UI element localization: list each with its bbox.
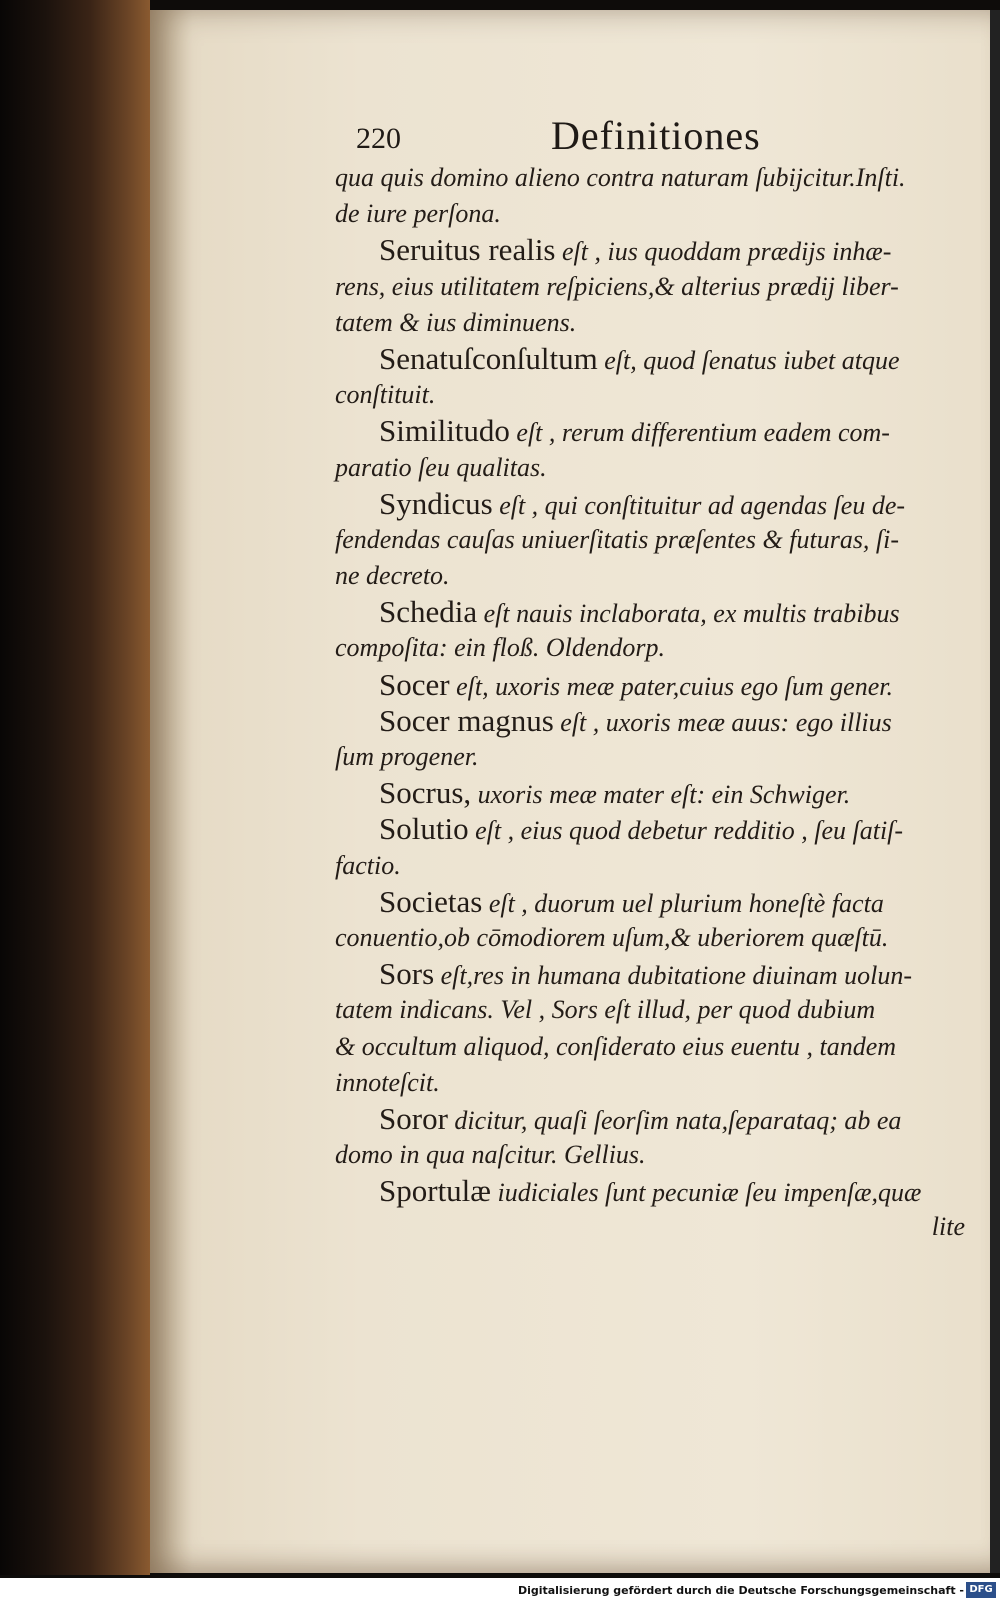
line-text: conſtituit. [335,380,436,410]
line-text: qua quis domino alieno contra naturam ſubijcitur.Inſti. [335,163,906,192]
entry-term: Soror [379,1100,448,1136]
digitization-footer [0,1578,1000,1607]
text-line [335,269,965,305]
text-line [335,160,965,196]
line-text: eſt nauis inclaborata, ex multis trabibus [477,599,900,629]
entry-term: Schedia [379,594,478,630]
text-line [335,992,965,1028]
entry-line [335,956,965,992]
text-line [335,377,965,413]
text-line [335,522,965,558]
book-binding [0,0,150,1575]
entry-term: Senatuſconſultum [379,340,598,376]
entry-term: Societas [379,883,483,919]
line-text: dicitur, quaſi ſeorſim nata,ſeparataq; ab ea [447,1105,902,1135]
entry-line [335,341,965,377]
entry-term: Socer magnus [379,702,554,738]
entry-line [335,232,965,268]
line-text: eſt , ius quoddam prædijs inhæ- [555,237,892,267]
entry-line [335,884,965,920]
line-text: iudiciales ſunt pecuniæ ſeu impenſæ,quæ [490,1178,922,1208]
line-text: conuentio,ob cōmodiorem uſum,& uberiorem quæſtū. [335,922,889,952]
dfg-logo: DFG [966,1582,996,1598]
definitions-text [335,160,965,1246]
line-text: eſt , uxoris meæ auus: ego illius [553,707,892,737]
line-text: ne decreto. [335,561,450,591]
line-text: tatem indicans. Vel , Sors eſt illud, per quod dubium [335,995,876,1025]
entry-term: Sors [379,956,435,992]
entry-line [335,667,965,703]
page-header [356,112,976,162]
entry-term: Socrus, [379,775,472,811]
text-line [335,630,965,666]
line-text: rens, eius utilitatem reſpiciens,& alterius prædij liber- [335,271,899,301]
line-text: compoſita: ein floß. Oldendorp. [335,633,666,663]
running-head: Definitiones [551,113,761,158]
line-text: eſt, quod ſenatus iubet atque [597,345,900,375]
entry-line [335,811,965,847]
entry-term: Syndicus [379,485,493,521]
line-text: domo in qua naſcitur. Gellius. [335,1140,646,1170]
line-text: paratio ſeu qualitas. [335,452,547,482]
entry-term: Solutio [379,811,469,847]
text-line [335,739,965,775]
text-line [335,920,965,956]
line-text: eſt , rerum differentium eadem com- [509,418,890,448]
line-text: tatem & ius diminuens. [335,307,577,337]
line-text: & occultum aliquod, conſiderato eius euentu , tandem [335,1031,897,1061]
text-line [335,1065,965,1101]
entry-term: Sportulæ [379,1173,491,1209]
line-text: eſt, uxoris meæ pater,cuius ego ſum gener. [449,671,893,701]
funding-credit: Digitalisierung gefördert durch die Deutsche Forschungsgemeinschaft - [517,1584,964,1597]
text-line [335,450,965,486]
text-line [335,1029,965,1065]
text-line [335,1137,965,1173]
text-line [335,305,965,341]
line-text: fendendas cauſas uniuerſitatis præſentes & futuras, ſi- [335,524,900,554]
line-text: ſum progener. [335,742,479,771]
line-text: de iure perſona. [335,199,501,229]
entry-line [335,594,965,630]
page-number: 220 [356,122,401,155]
entry-line [335,1101,965,1137]
text-line [335,848,965,884]
line-text: eſt , qui conſtituitur ad agendas ſeu de- [492,490,906,520]
line-text: eſt,res in humana dubitatione diuinam uolun- [434,961,912,991]
entry-line [335,413,965,449]
line-text: lite [931,1212,965,1242]
entry-line [335,1173,965,1209]
entry-line [335,703,965,739]
line-text: uxoris meæ mater eſt: ein Schwiger. [471,780,851,810]
entry-line [335,775,965,811]
entry-line [335,486,965,522]
line-text: factio. [335,850,401,880]
entry-term: Socer [379,666,450,702]
text-line [335,1209,965,1245]
text-line [335,196,965,232]
text-line [335,558,965,594]
entry-term: Seruitus realis [379,232,556,268]
page-edge [990,10,1000,1573]
line-text: eſt , eius quod debetur redditio , ſeu ſatiſ- [468,816,904,846]
line-text: innoteſcit. [335,1067,440,1097]
entry-term: Similitudo [379,413,510,449]
line-text: eſt , duorum uel plurium honeſtè facta [482,888,884,918]
